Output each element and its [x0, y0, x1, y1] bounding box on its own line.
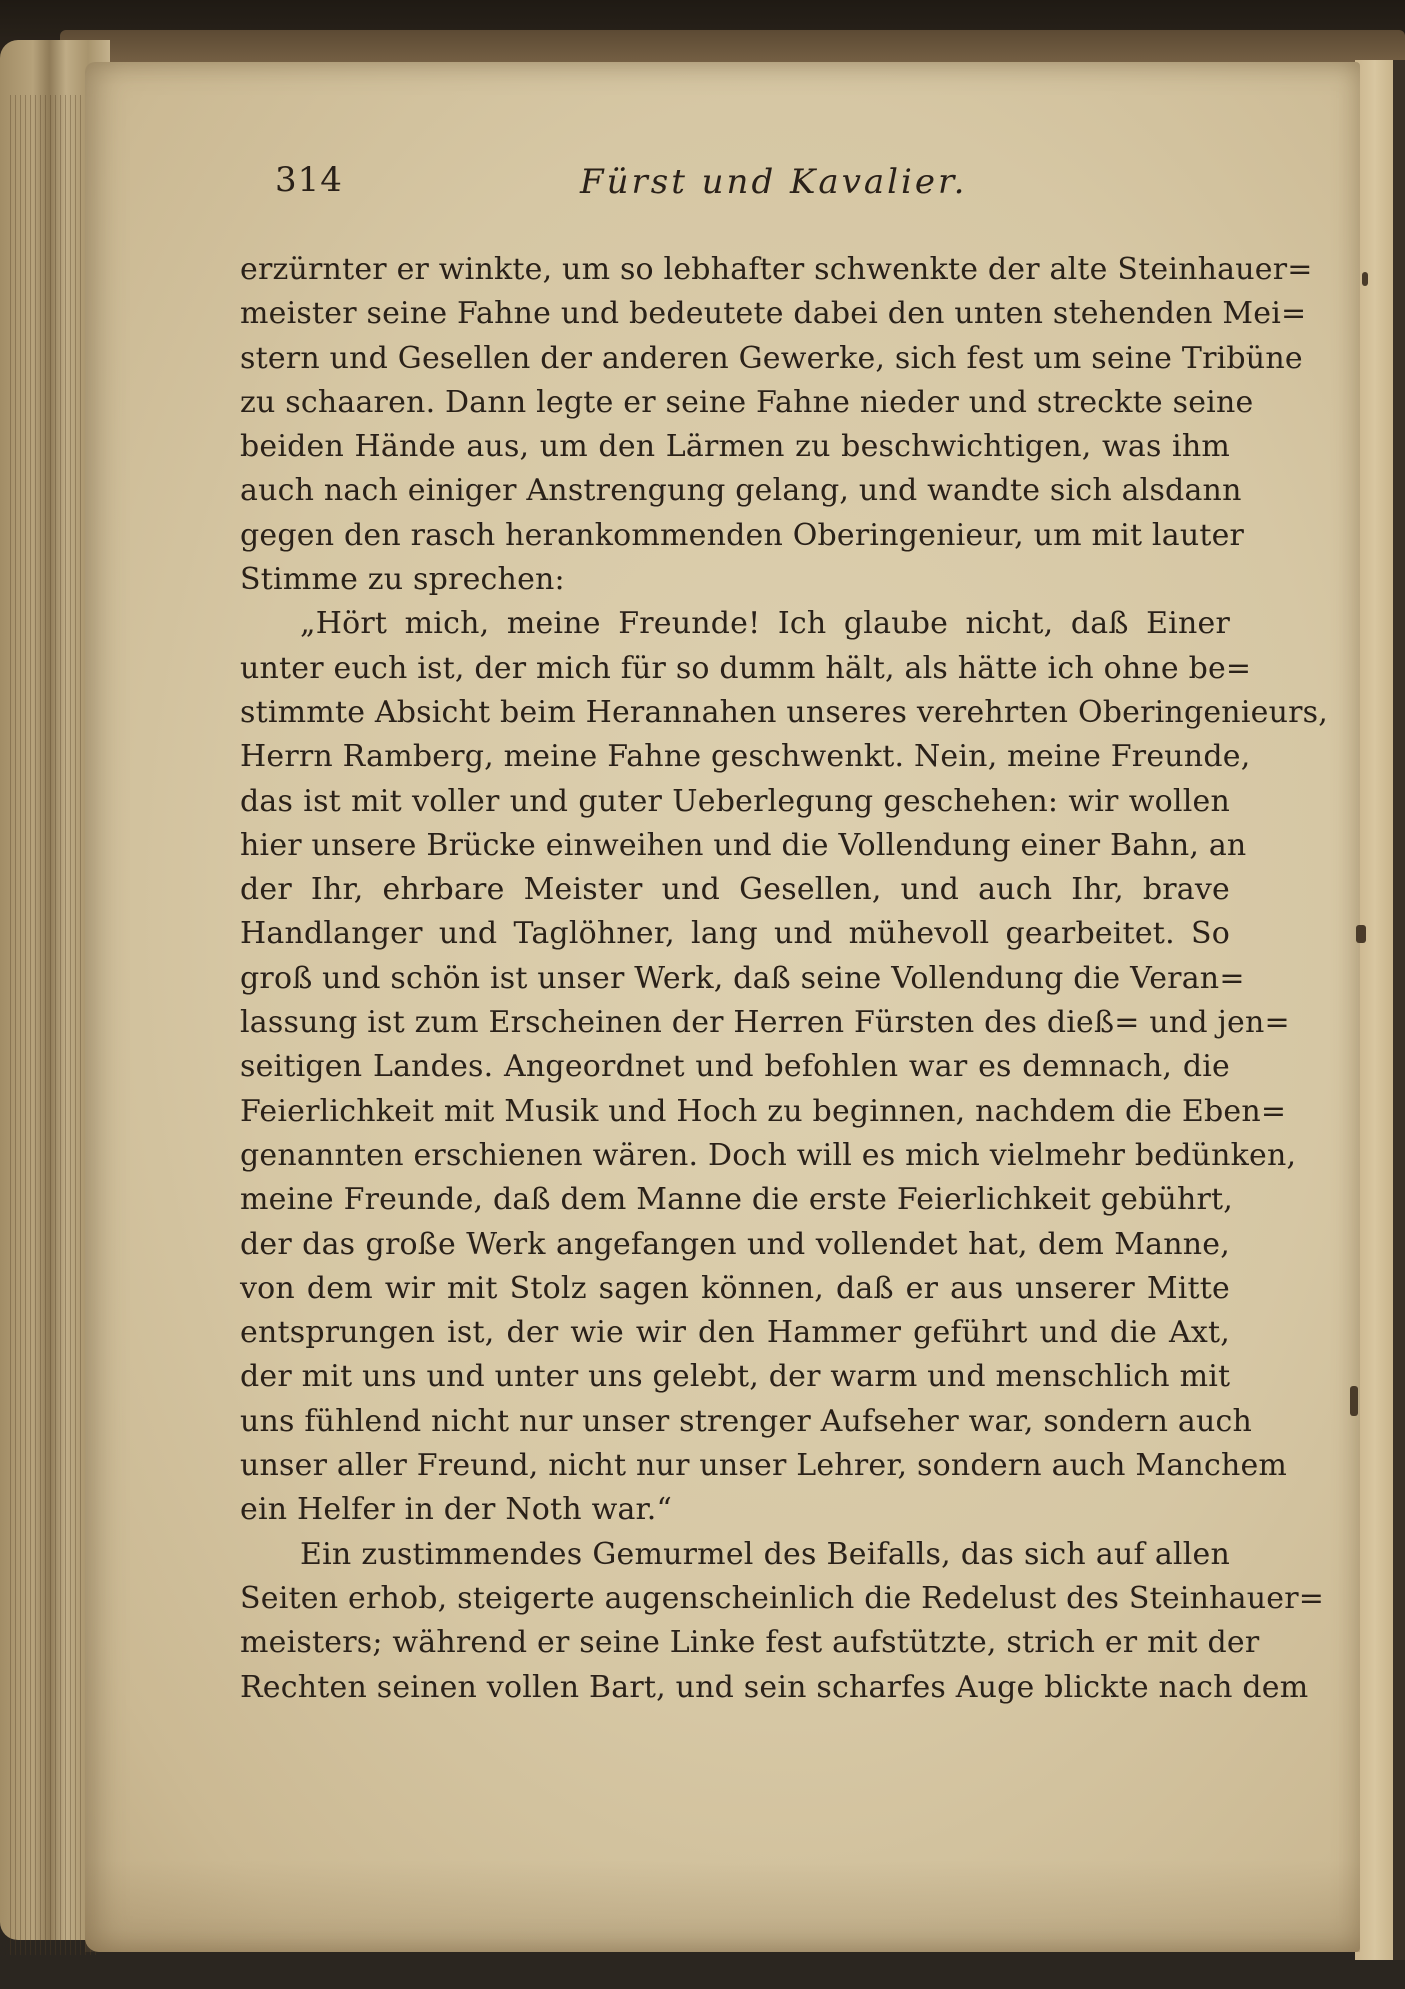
text-line: entsprungen ist, der wie wir den Hammer geführt und die Axt,: [240, 1315, 1230, 1351]
text-line: der das große Werk angefangen und vollendet hat, dem Manne,: [240, 1226, 1230, 1262]
text-line: meister seine Fahne und bedeutete dabei den unten stehenden Mei=: [240, 296, 1307, 332]
text-line: beiden Hände aus, um den Lärmen zu beschwichtigen, was ihm: [240, 429, 1230, 465]
right-shadow: [1393, 60, 1405, 1960]
paper-blemish: [1356, 925, 1366, 943]
text-line: Ein zustimmendes Gemurmel des Beifalls, das sich auf allen: [300, 1536, 1230, 1572]
text-line: erzürnter er winkte, um so lebhafter schwenkte der alte Steinhauer=: [240, 252, 1313, 287]
text-line: stern und Gesellen der anderen Gewerke, sich fest um seine Tribüne: [240, 340, 1303, 376]
text-line: zu schaaren. Dann legte er seine Fahne nieder und streckte seine: [240, 384, 1254, 420]
text-line: seitigen Landes. Angeordnet und befohlen war es demnach, die: [240, 1049, 1230, 1085]
text-line: Herrn Ramberg, meine Fahne geschwenkt. Nein, meine Freunde,: [240, 739, 1251, 775]
text-line: unter euch ist, der mich für so dumm hält, als hätte ich ohne be=: [240, 650, 1252, 686]
text-line: gegen den rasch herankommenden Oberingenieur, um mit lauter: [240, 517, 1245, 553]
text-line: Feierlichkeit mit Musik und Hoch zu beginnen, nachdem die Eben=: [240, 1093, 1287, 1129]
page-bottom-shadow: [85, 1860, 1360, 1952]
text-line: genannten erschienen wären. Doch will es mich vielmehr bedünken,: [240, 1137, 1297, 1173]
text-line: uns fühlend nicht nur unser strenger Aufseher war, sondern auch: [240, 1403, 1252, 1439]
text-line: lassung ist zum Erscheinen der Herren Fürsten des dieß= und jen=: [240, 1005, 1290, 1041]
text-line: der Ihr, ehrbare Meister und Gesellen, und auch Ihr, brave: [240, 872, 1230, 908]
text-line: der mit uns und unter uns gelebt, der warm und menschlich mit: [240, 1359, 1231, 1395]
page-number: 314: [275, 160, 343, 200]
text-line: Rechten seinen vollen Bart, und sein scharfes Auge blickte nach dem: [240, 1669, 1309, 1705]
text-line: hier unsere Brücke einweihen und die Vollendung einer Bahn, an: [240, 827, 1247, 863]
text-line: meine Freunde, daß dem Manne die erste Feierlichkeit gebührt,: [240, 1182, 1234, 1218]
text-line: Handlanger und Taglöhner, lang und mühevoll gearbeitet. So: [240, 916, 1230, 952]
paper-blemish: [1362, 272, 1368, 286]
page-header: [240, 160, 1230, 220]
text-line: unser aller Freund, nicht nur unser Lehrer, sondern auch Manchem: [240, 1448, 1288, 1484]
page-text-block: [240, 160, 1328, 1710]
text-line: stimmte Absicht beim Herannahen unseres verehrten Oberingenieurs,: [240, 694, 1328, 730]
text-line: Seiten erhob, steigerte augenscheinlich die Redelust des Steinhauer=: [240, 1580, 1325, 1616]
text-line: Stimme zu sprechen:: [240, 562, 565, 598]
paper-blemish: [1350, 1386, 1358, 1416]
text-line: auch nach einiger Anstrengung gelang, und wandte sich alsdann: [240, 473, 1242, 509]
text-line: das ist mit voller und guter Ueberlegung geschehen: wir wollen: [240, 783, 1230, 819]
text-line: ein Helfer in der Noth war.“: [240, 1492, 673, 1528]
running-title: Fürst und Kavalier.: [580, 162, 968, 202]
text-line: von dem wir mit Stolz sagen können, daß er aus unserer Mitte: [240, 1270, 1230, 1306]
text-line: „Hört mich, meine Freunde! Ich glaube nicht, daß Einer: [300, 606, 1230, 642]
text-line: meisters; während er seine Linke fest aufstützte, strich er mit der: [240, 1625, 1260, 1661]
text-line: groß und schön ist unser Werk, daß seine Vollendung die Veran=: [240, 960, 1245, 996]
